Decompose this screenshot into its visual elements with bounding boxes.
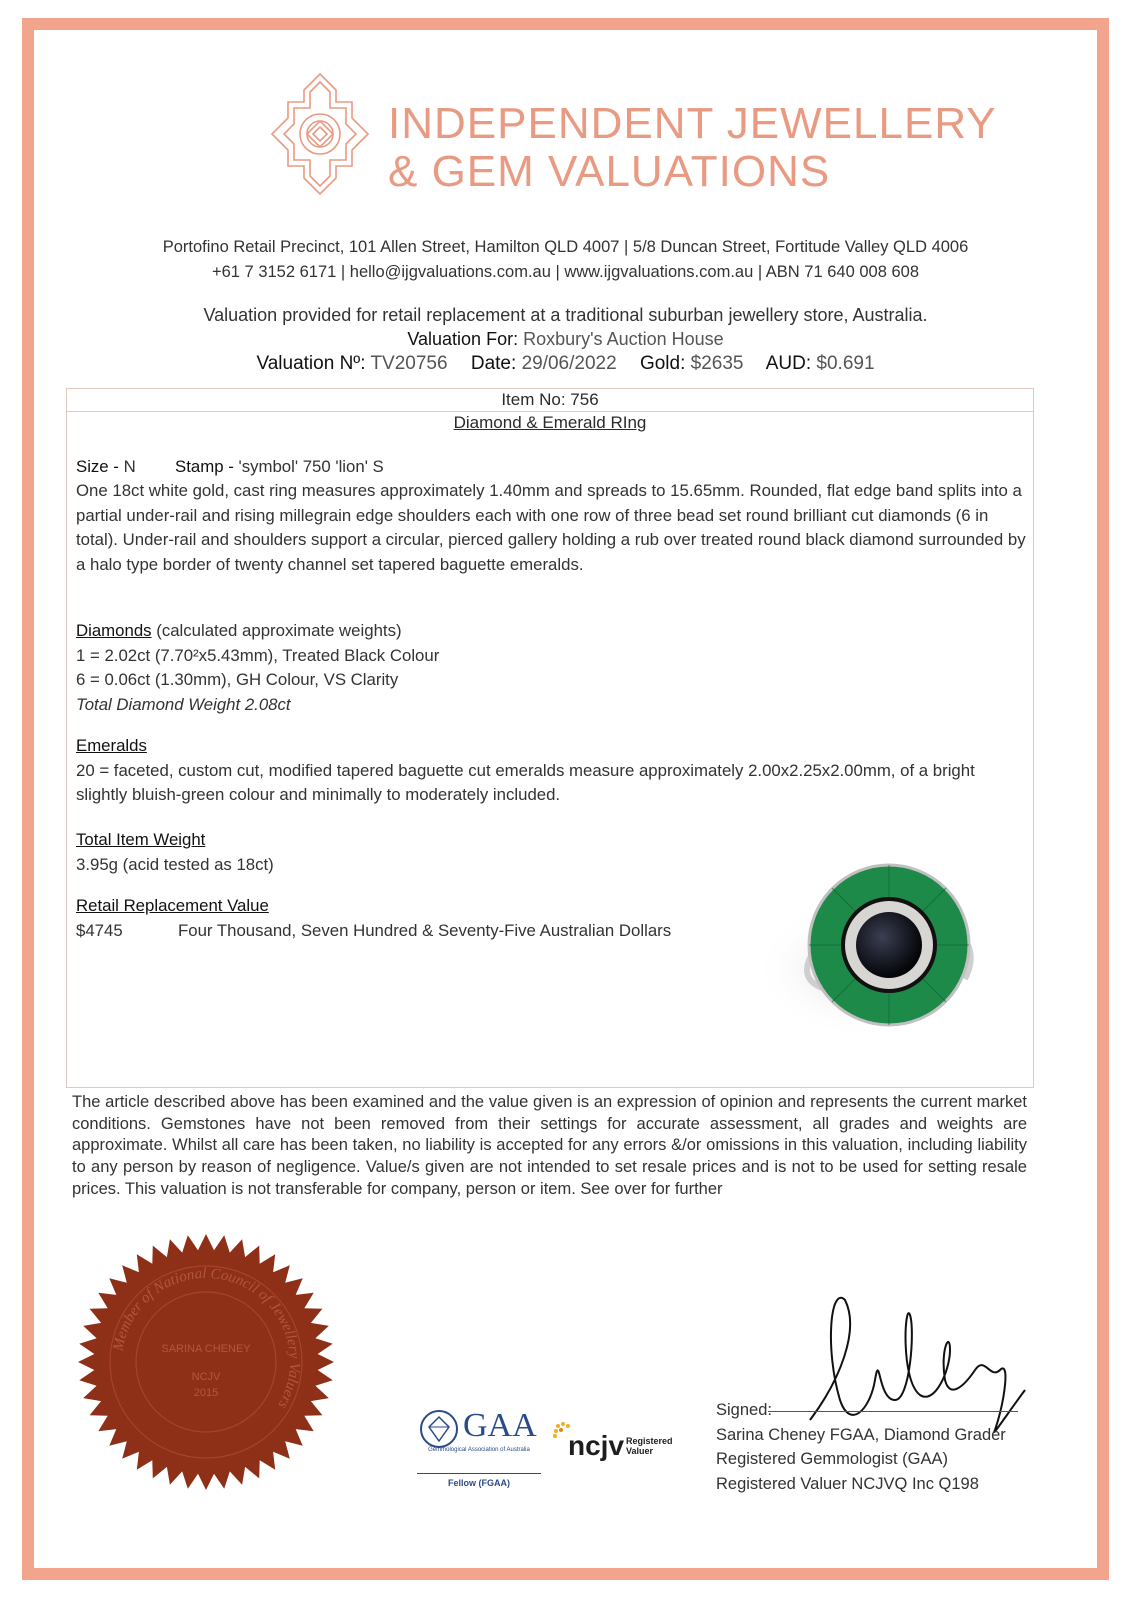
item-title: Diamond & Emerald RIng [453, 413, 647, 432]
size-label: Size - [76, 457, 119, 476]
item-description: One 18ct white gold, cast ring measures approximately 1.40mm and spreads to 15.65mm. Rounded, flat edge band splits into a partial under-rail and rising millegrain edge shoulders each with one row of three bead set round brilliant cut diamonds (6 in total). Under-rail and shoulders support a circular, pierced gallery holding a rub over treated round black diamond surrounded by a halo type border of twenty channel set tapered baguette emeralds. [76, 481, 1026, 574]
aud-value: $0.691 [816, 353, 875, 374]
signer-role1: Registered Gemmologist (GAA) [716, 1450, 948, 1468]
gaa-emblem-icon [419, 1409, 459, 1449]
gaa-subtitle: Gemmological Association of Australia [428, 1447, 530, 1453]
signer-role2: Registered Valuer NCJVQ Inc Q198 [716, 1474, 979, 1493]
seal-text: Member of National Council of Jewellery Valuers [110, 1265, 303, 1412]
ring-photo [755, 859, 1005, 1059]
address-line1: Portofino Retail Precinct, 101 Allen Street, Hamilton QLD 4007 | 5/8 Duncan Street, Fortitude Valley QLD 4006 [162, 238, 969, 256]
ncjv-registered: Registered Valuer [626, 1436, 673, 1456]
address-line2: +61 7 3152 6171 | hello@ijgvaluations.com.au | www.ijgvaluations.com.au | ABN 71 640 008 608 [211, 263, 920, 281]
date-label: Date: [470, 353, 517, 374]
ncjv-wax-seal-icon [76, 1232, 336, 1492]
valuation-no-label: Valuation Nº: [256, 353, 366, 374]
weight-heading: Total Item Weight [76, 830, 206, 849]
gaa-logo [417, 1407, 541, 1491]
valuation-for-label: Valuation For: [407, 329, 519, 349]
size-value: N [123, 457, 136, 476]
signed-label: Signed: [716, 1401, 772, 1419]
ncjv-text: ncjv [568, 1430, 625, 1461]
seal-year: 2015 [193, 1387, 219, 1399]
signer-name: Sarina Cheney FGAA, Diamond Grader [716, 1425, 1006, 1444]
valuation-for-value: Roxbury's Auction House [523, 329, 724, 349]
stamp-label: Stamp - [175, 457, 234, 476]
gold-label: Gold: [639, 353, 686, 374]
value-words: Four Thousand, Seven Hundred & Seventy-Five Australian Dollars [178, 920, 672, 940]
value-amount: $4745 [76, 920, 123, 940]
diamond-line2: 6 = 0.06ct (1.30mm), GH Colour, VS Clarity [76, 670, 399, 690]
weight-value: 3.95g (acid tested as 18ct) [76, 854, 274, 874]
valuation-no-value: TV20756 [370, 353, 448, 374]
seal-code: NCJV [191, 1371, 221, 1383]
ncjv-logo [552, 1420, 692, 1470]
stamp-value: 'symbol' 750 'lion' S [238, 457, 384, 476]
valuation-for [0, 329, 1131, 350]
emeralds-heading: Emeralds [76, 736, 147, 755]
aud-label: AUD: [765, 353, 812, 374]
signature-block [716, 1398, 1006, 1496]
gaa-text: GAA [463, 1407, 537, 1444]
diamonds-section [76, 619, 1026, 717]
emeralds-section [76, 734, 1026, 808]
gaa-fellow: Fellow (FGAA) [417, 1473, 541, 1488]
size-stamp-line [76, 455, 1026, 480]
company-name-line1: INDEPENDENT JEWELLERY [388, 99, 997, 148]
company-name-line2: & GEM VALUATIONS [388, 147, 831, 196]
date-value: 29/06/2022 [521, 353, 617, 374]
item-box [66, 388, 1034, 1088]
diamonds-note: (calculated approximate weights) [156, 621, 402, 640]
value-heading: Retail Replacement Value [76, 896, 269, 915]
item-number: Item No: 756 [67, 389, 1033, 412]
valuation-meta [0, 353, 1131, 375]
diamond-line1: 1 = 2.02ct (7.70²x5.43mm), Treated Black Colour [76, 645, 440, 665]
emeralds-text: 20 = faceted, custom cut, modified tapered baguette cut emeralds measure approximately 2.00x2.25x2.00mm, of a bright slightly bluish-green colour and minimally to moderately included. [76, 760, 975, 805]
company-logo-icon [270, 72, 370, 196]
diamonds-heading: Diamonds [76, 621, 152, 640]
disclaimer: The article described above has been examined and the value given is an expression of opinion and represents the current market conditions. Gemstones have not been removed from their settings for accurate assessment, all grades and weights are approximate. Whilst all care has been taken, no liability is accepted for any errors &/or omissions in this valuation, including liability to any person by reason of negligence. Value/s given are not intended to set resale prices and is not to be used for setting resale prices. This valuation is not transferable for company, person or item. See over for further [72, 1093, 1027, 1198]
company-name [388, 100, 997, 196]
gold-value: $2635 [690, 353, 744, 374]
diamond-total: Total Diamond Weight 2.08ct [76, 694, 291, 714]
seal-name: SARINA CHENEY [161, 1343, 251, 1355]
valuation-note: Valuation provided for retail replacement at a traditional suburban jewellery store, Australia. [203, 305, 928, 325]
